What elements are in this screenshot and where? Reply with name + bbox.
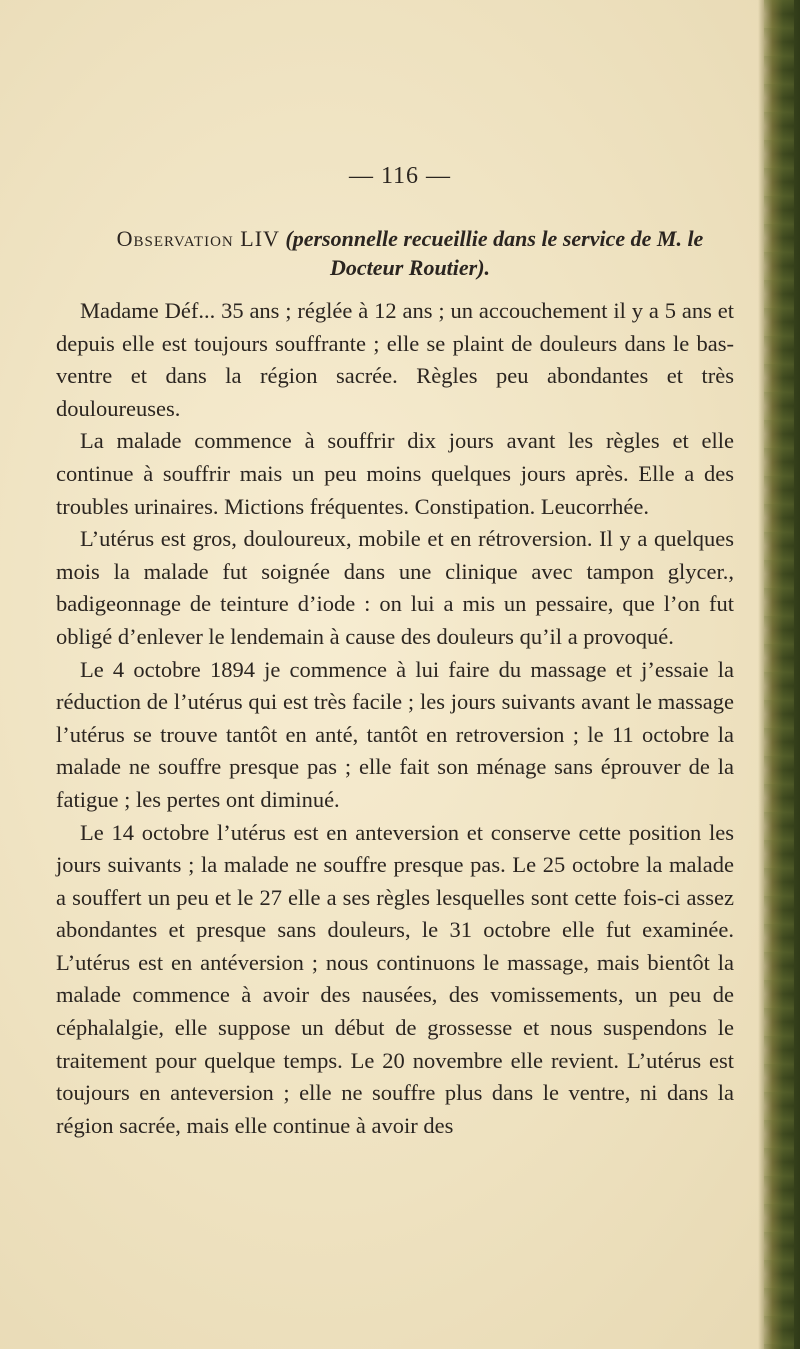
observation-label: Observation LIV [116,226,280,251]
page-edge-texture [764,0,794,1349]
observation-subtitle-line2: Docteur Routier). [329,255,491,280]
paragraph: Madame Déf... 35 ans ; réglée à 12 ans ; un accouchement il y a 5 ans et depuis elle est toujours souffrante ; elle se plaint de douleurs dans le bas-ventre et dans la région sacrée. Règles peu abondantes et très douloureuses. [56,298,734,421]
observation-heading [60,224,760,282]
paragraph: Le 14 octobre l’utérus est en anteversion et conserve cette position les jours suivants ; la malade ne souffre presque pas. Le 25 octobre la malade a souffert un peu et le 27 elle a ses règles lesquelles sont cette fois-ci assez abondantes et presque sans douleurs, le 31 octobre elle fut examinée. L’utérus est en antéversion ; nous continuons le massage, mais bientôt la malade commence à avoir des nausées, des vomissements, un peu de céphalalgie, elle suppose un début de grossesse et nous suspendons le traitement pour quelque temps. Le 20 novembre elle revient. L’utérus est toujours en anteversion ; elle ne souffre plus dans le ventre, ni dans la région sacrée, mais elle continue à avoir des [56,819,734,1138]
observation-subtitle-line1: (personnelle recueillie dans le service de M. le [285,226,704,251]
page-number: — 116 — [348,163,452,189]
paragraph: L’utérus est gros, douloureux, mobile et en rétroversion. Il y a quelques mois la malade fut soignée dans une clinique avec tampon glycer., badigeonnage de teinture d’iode : on lui a mis un pessaire, que l’on fut obligé d’enlever le lendemain à cause des douleurs qu’il a provoqué. [56,526,734,649]
body-text [56,295,734,1142]
paragraph: La malade commence à souffrir dix jours avant les règles et elle continue à souffrir mais un peu moins quelques jours après. Elle a des troubles urinaires. Mictions fréquentes. Constipation. Leucorrhée. [56,428,734,519]
paragraph: Le 4 octobre 1894 je commence à lui faire du massage et j’essaie la réduction de l’utérus qui est très facile ; les jours suivants avant le massage l’utérus se trouve tantôt en anté, tantôt en retroversion ; le 11 octobre la malade ne souffre presque pas ; elle fait son ménage sans éprouver de la fatigue ; les pertes ont diminué. [56,656,734,812]
